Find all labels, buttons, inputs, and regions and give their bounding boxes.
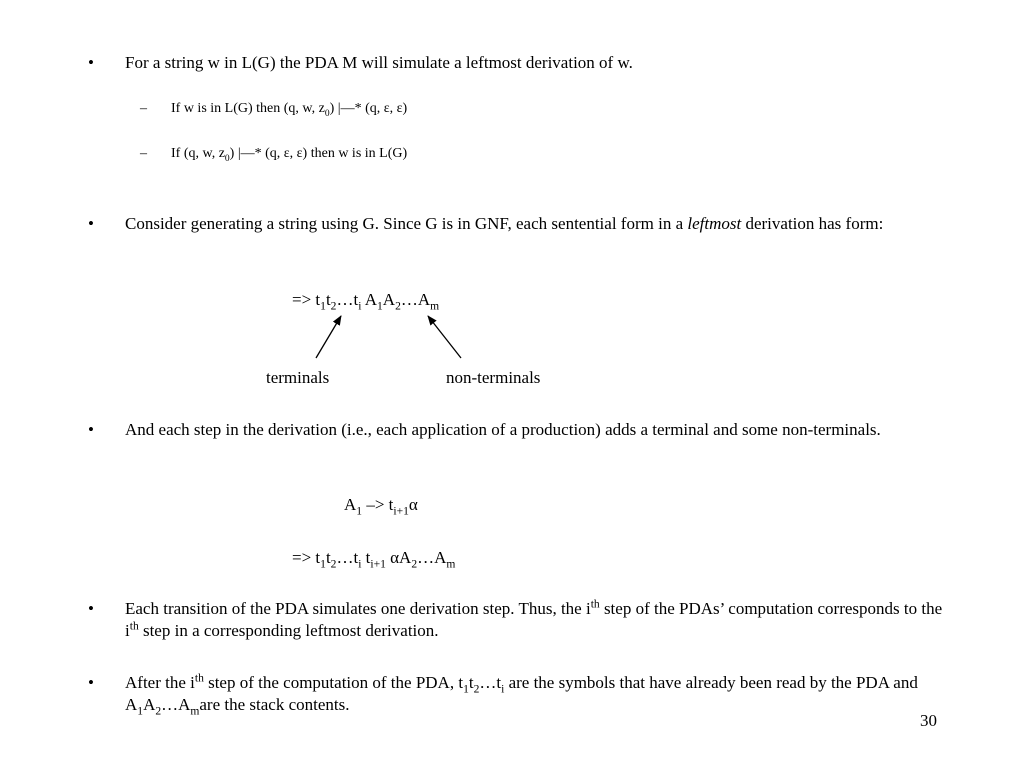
- formula1-sub: 1: [320, 299, 326, 313]
- formula1-part: …A: [400, 290, 431, 309]
- b5-sub: 1: [137, 704, 144, 718]
- sub-bullet-1-post: ) |—* (q, ε, ε): [329, 101, 408, 116]
- b5-sub: i: [501, 682, 505, 696]
- bullet-marker: •: [88, 214, 94, 233]
- formula2-part: α: [408, 495, 418, 514]
- sub-bullet-2-sub: 0: [224, 153, 230, 164]
- formula1-part: t: [325, 290, 331, 309]
- b5-sub: m: [190, 704, 200, 718]
- formula1-sub: i: [358, 299, 362, 313]
- dash-marker: –: [140, 146, 147, 161]
- formula1-part: => t: [292, 290, 321, 309]
- b4-pre: Each transition of the PDA simulates one derivation step. Thus, the i: [125, 599, 591, 618]
- b5-part: step of the computation of the PDA, t: [203, 673, 464, 692]
- formula3-sub: 2: [411, 557, 418, 571]
- formula3-part: t: [361, 548, 371, 567]
- formula2-part: A: [344, 495, 357, 514]
- b5-sub: 2: [473, 682, 480, 696]
- arrow-to-nonterminals: [428, 316, 461, 358]
- formula1-part: A: [382, 290, 396, 309]
- formula3-part: αA: [385, 548, 412, 567]
- sub-bullet-2-pre: If (q, w, z: [171, 146, 225, 161]
- b5-sup: th: [194, 671, 204, 685]
- b5-part: t: [468, 673, 474, 692]
- formula3-sub: i+1: [370, 557, 386, 571]
- bullet-marker: •: [88, 673, 94, 692]
- formula3-sub: m: [446, 557, 456, 571]
- formula1-part: …t: [336, 290, 359, 309]
- sub-bullet-1-sub: 0: [324, 108, 330, 119]
- bullet-text-4: [125, 598, 945, 642]
- bullet-text-2-em: leftmost: [687, 214, 742, 233]
- formula1-part: A: [361, 290, 377, 309]
- bullet-marker: •: [88, 599, 94, 618]
- label-nonterminals: non-terminals: [446, 368, 541, 387]
- formula3-sub: 2: [330, 557, 337, 571]
- b5-part: …A: [161, 695, 191, 714]
- bullet-marker: •: [88, 53, 94, 72]
- bullet-text-3: And each step in the derivation (i.e., each application of a production) adds a terminal and some non-terminals.: [125, 420, 881, 439]
- b4-mid: step of the PDAs’ computation corresponds to the i: [125, 599, 943, 640]
- sub-bullet-2-post: ) |—* (q, ε, ε) then w is in L(G): [229, 146, 408, 161]
- formula1-sub: 2: [395, 299, 401, 313]
- bullet-text-1: For a string w in L(G) the PDA M will simulate a leftmost derivation of w.: [125, 53, 633, 72]
- formula3-sub: i: [358, 557, 362, 571]
- b4-sup: th: [590, 597, 600, 611]
- b5-part: After the i: [125, 673, 195, 692]
- formula3-sub: 1: [320, 557, 326, 571]
- formula3-part: …t: [336, 548, 359, 567]
- formula-sentential-form: [292, 289, 439, 311]
- b5-part: A: [143, 695, 156, 714]
- b5-sub: 2: [155, 704, 162, 718]
- bullet-text-2-post: derivation has form:: [741, 214, 884, 233]
- bullet-marker: •: [88, 420, 94, 439]
- b4-post: step in a corresponding leftmost derivation.: [138, 621, 439, 640]
- formula3-part: t: [325, 548, 331, 567]
- b5-part: …t: [479, 673, 502, 692]
- formula-derivation-step: [292, 547, 455, 569]
- b5-part: are the symbols that have already been read by the PDA and A: [125, 673, 918, 714]
- formula2-part: –> t: [362, 495, 394, 514]
- b5-part: are the stack contents.: [199, 695, 350, 714]
- formula3-part: => t: [292, 548, 321, 567]
- b4-sup: th: [129, 619, 139, 633]
- page-number: 30: [920, 711, 937, 730]
- bullet-text-2: [125, 213, 945, 235]
- formula1-sub: m: [430, 299, 440, 313]
- formula2-sub: i+1: [393, 504, 409, 518]
- formula1-sub: 2: [330, 299, 337, 313]
- sub-bullet-1-pre: If w is in L(G) then (q, w, z: [171, 101, 325, 116]
- bullet-text-5: [125, 672, 945, 716]
- sub-bullet-1: [171, 100, 407, 118]
- label-terminals: terminals: [266, 368, 330, 387]
- formula-production: [344, 494, 418, 516]
- bullet-text-2-pre: Consider generating a string using G. Since G is in GNF, each sentential form in a: [125, 214, 688, 233]
- formula2-sub: 1: [356, 504, 363, 518]
- sub-bullet-2: [171, 145, 407, 163]
- arrow-to-terminals: [316, 316, 341, 358]
- dash-marker: –: [140, 101, 147, 116]
- formula1-sub: 1: [377, 299, 383, 313]
- b5-sub: 1: [463, 682, 469, 696]
- formula3-part: …A: [417, 548, 447, 567]
